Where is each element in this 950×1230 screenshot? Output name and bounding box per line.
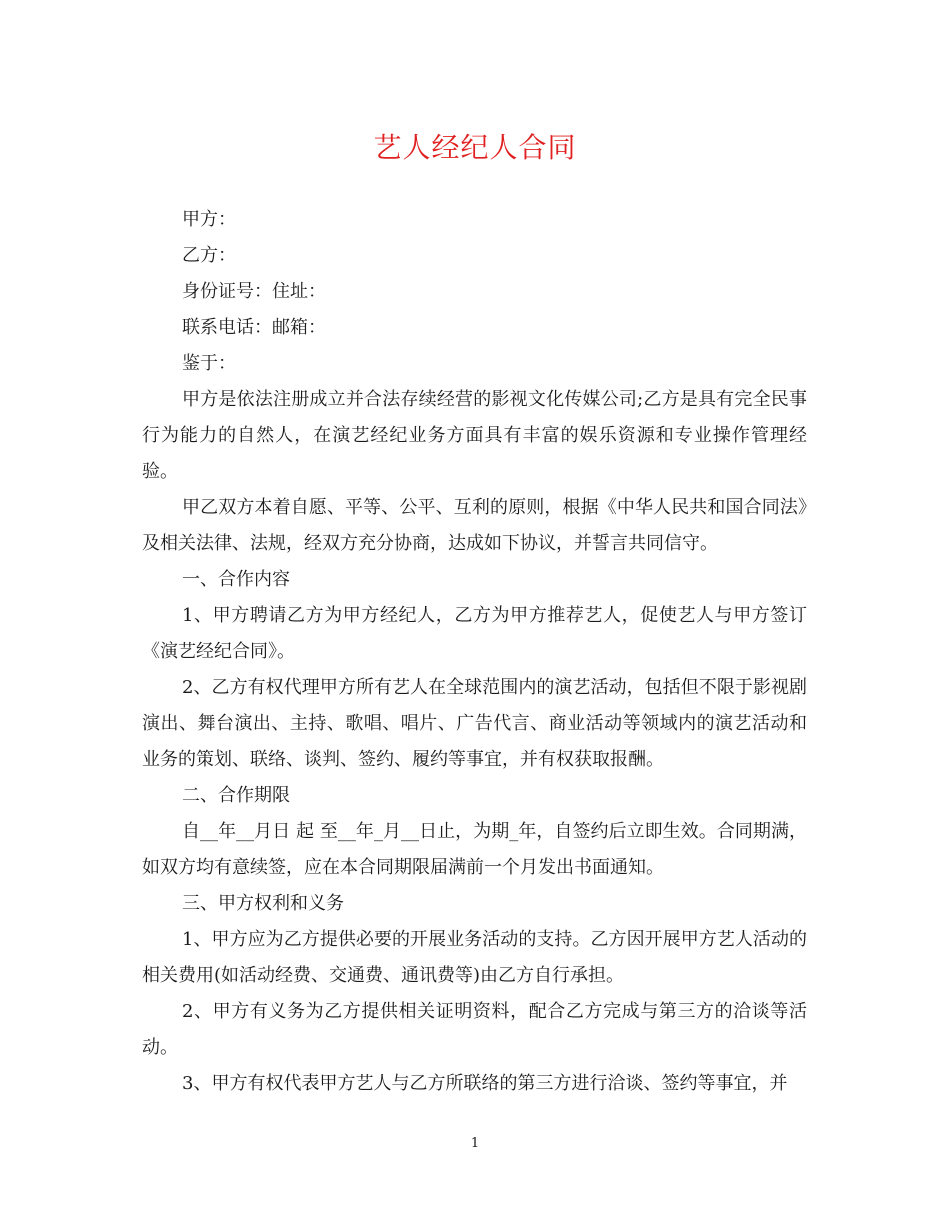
- paragraph-id-address: 身份证号：住址：: [182, 281, 326, 302]
- paragraph-phone-email: 联系电话：邮箱：: [182, 317, 326, 338]
- clause-3-3: 3、甲方有权代表甲方艺人与乙方所联络的第三方进行洽谈、签约等事宜，并: [182, 1073, 788, 1094]
- paragraph-whereas: 鉴于：: [182, 353, 236, 374]
- section-heading-party-a-rights: 三、甲方权利和义务: [182, 893, 344, 914]
- document-title: 艺人经纪人合同: [373, 131, 577, 164]
- section-heading-cooperation-content: 一、合作内容: [182, 569, 290, 590]
- clause-3-1: 1、甲方应为乙方提供必要的开展业务活动的支持。乙方因开展甲方艺人活动的相关费用(如活动经费、交通费、通讯费等)由乙方自行承担。: [142, 929, 807, 986]
- clause-3-2: 2、甲方有义务为乙方提供相关证明资料，配合乙方完成与第三方的洽谈等活动。: [142, 1001, 807, 1058]
- paragraph-principles: 甲乙双方本着自愿、平等、公平、互利的原则，根据《中华人民共和国合同法》及相关法律、法规，经双方充分协商，达成如下协议，并誓言共同信守。: [142, 497, 807, 554]
- clause-1-1: 1、甲方聘请乙方为甲方经纪人，乙方为甲方推荐艺人，促使艺人与甲方签订《演艺经纪合同》。: [142, 605, 807, 662]
- paragraph-party-a-description: 甲方是依法注册成立并合法存续经营的影视文化传媒公司;乙方是具有完全民事行为能力的自然人，在演艺经纪业务方面具有丰富的娱乐资源和专业操作管理经验。: [142, 389, 807, 482]
- document-body: [142, 202, 807, 1102]
- section-heading-cooperation-term: 二、合作期限: [182, 785, 290, 806]
- clause-1-2: 2、乙方有权代理甲方所有艺人在全球范围内的演艺活动，包括但不限于影视剧演出、舞台演出、主持、歌唱、唱片、广告代言、商业活动等领域内的演艺活动和业务的策划、联络、谈判、签约、履约等事宜，并有权获取报酬。: [142, 677, 807, 770]
- paragraph-party-a: 甲方：: [182, 209, 236, 230]
- page-number: 1: [470, 1136, 480, 1151]
- paragraph-party-b: 乙方：: [182, 245, 236, 266]
- clause-term: 自__年__月日 起 至__年_月__日止，为期_年，自签约后立即生效。合同期满，如双方均有意续签，应在本合同期限届满前一个月发出书面通知。: [142, 821, 807, 878]
